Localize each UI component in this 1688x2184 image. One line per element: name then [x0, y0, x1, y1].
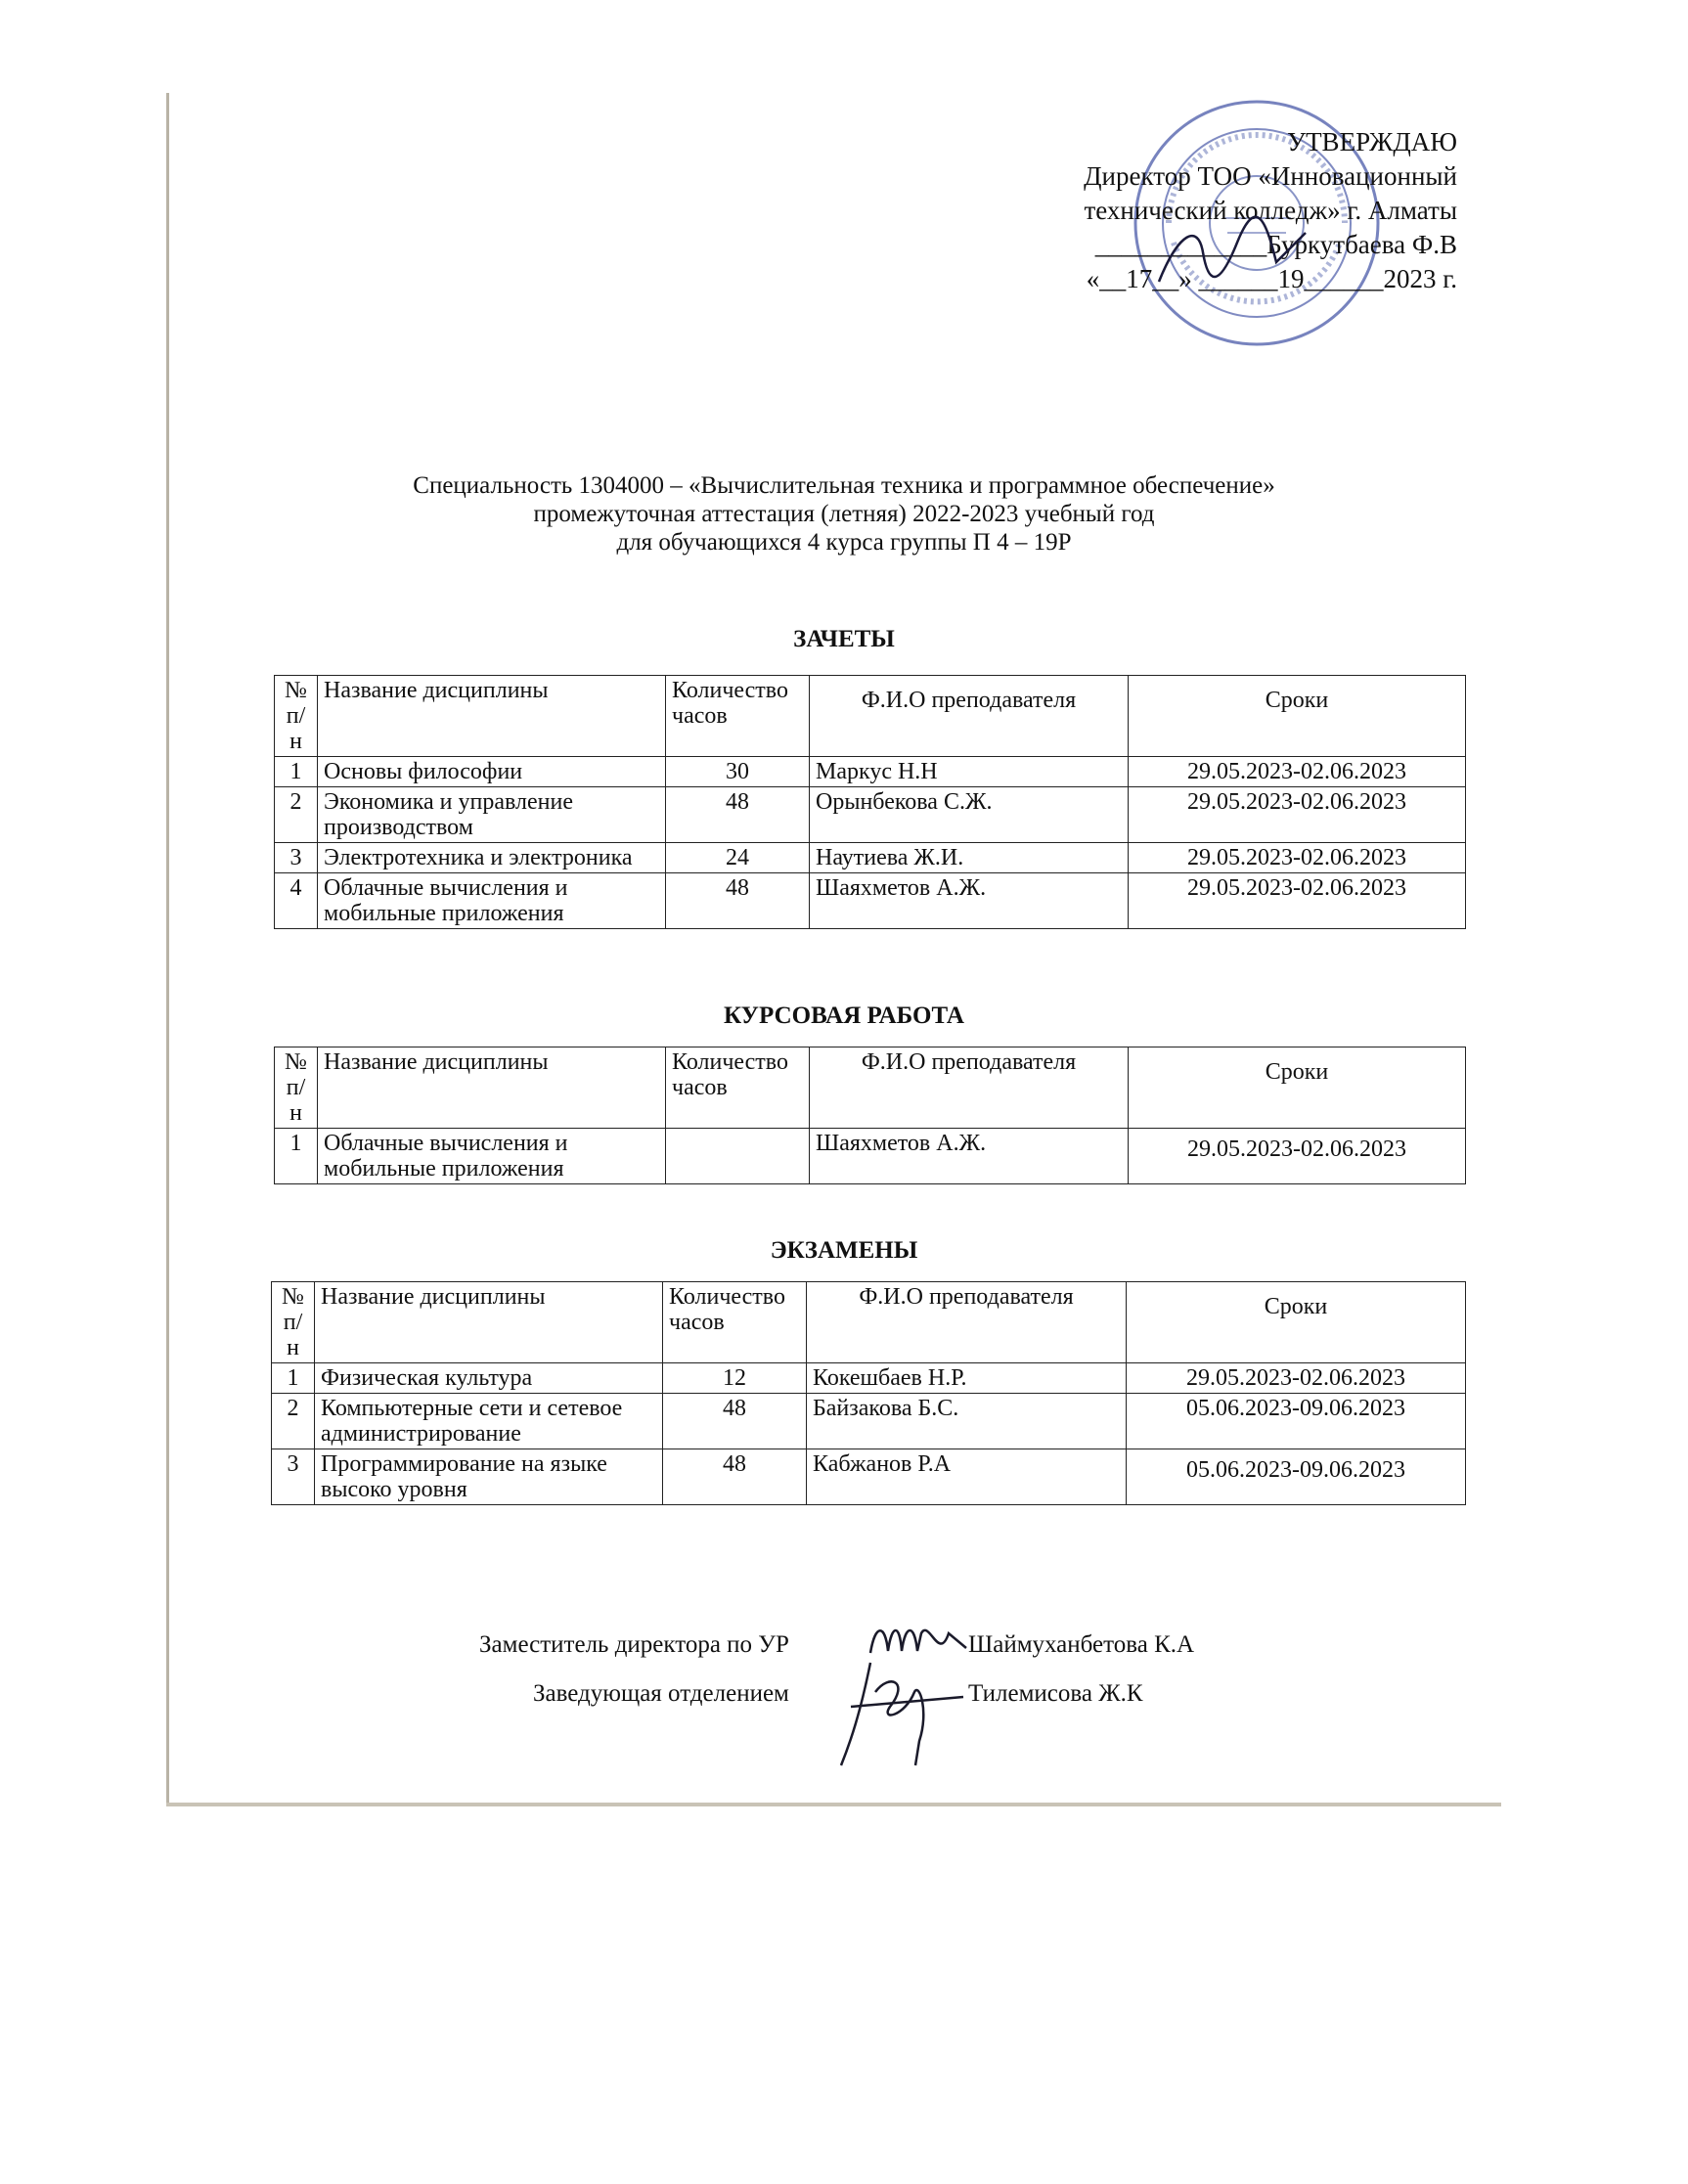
cell-dates: 29.05.2023-02.06.2023 — [1129, 873, 1466, 929]
cell-num: 4 — [275, 873, 318, 929]
cell-hours — [666, 1129, 810, 1184]
cell-hours: 48 — [666, 873, 810, 929]
cell-dates: 29.05.2023-02.06.2023 — [1129, 843, 1466, 873]
table-row — [275, 873, 1466, 929]
cell-teacher: Кокешбаев Н.Р. — [807, 1363, 1127, 1394]
cell-name: Программирование на языке высоко уровня — [315, 1449, 663, 1505]
col-name: Название дисциплины — [315, 1282, 663, 1363]
cell-dates: 05.06.2023-09.06.2023 — [1127, 1449, 1466, 1505]
cell-teacher: Шаяхметов А.Ж. — [810, 1129, 1129, 1184]
cell-name: Облачные вычисления и мобильные приложения — [318, 873, 666, 929]
table-row — [275, 1129, 1466, 1184]
col-name: Название дисциплины — [318, 676, 666, 757]
table-row — [272, 1449, 1466, 1505]
section-title-zachety: ЗАЧЕТЫ — [793, 626, 895, 652]
director-signature — [1149, 213, 1315, 301]
col-teacher: Ф.И.О преподавателя — [810, 676, 1129, 757]
cell-teacher: Кабжанов Р.А — [807, 1449, 1127, 1505]
col-teacher: Ф.И.О преподавателя — [807, 1282, 1127, 1363]
cell-hours: 48 — [666, 787, 810, 843]
col-hours: Количество часов — [663, 1282, 807, 1363]
paper-edge — [166, 93, 169, 1805]
deputy-name: Шаймуханбетова К.А — [968, 1631, 1195, 1658]
cell-dates: 29.05.2023-02.06.2023 — [1129, 757, 1466, 787]
col-dates: Сроки — [1127, 1282, 1466, 1363]
specialty-line: Специальность 1304000 – «Вычислительная техника и программное обеспечение» — [413, 472, 1275, 499]
attestation-line: промежуточная аттестация (летняя) 2022-2023 учебный год — [533, 501, 1155, 527]
zachety-table — [274, 675, 1466, 929]
cell-dates: 29.05.2023-02.06.2023 — [1129, 787, 1466, 843]
table-row — [272, 1363, 1466, 1394]
cell-dates: 29.05.2023-02.06.2023 — [1129, 1129, 1466, 1184]
group-line: для обучающихся 4 курса группы П 4 – 19Р — [616, 529, 1072, 556]
section-title-kursovaya: КУРСОВАЯ РАБОТА — [724, 1003, 964, 1029]
paper-edge-bottom — [166, 1803, 1501, 1806]
table-row — [275, 843, 1466, 873]
col-dates: Сроки — [1129, 1047, 1466, 1129]
cell-num: 3 — [272, 1449, 315, 1505]
approval-date: «__17__» ______19______2023 г. — [1086, 264, 1457, 293]
head-title: Заведующая отделением — [533, 1680, 789, 1707]
col-hours: Количество часов — [666, 1047, 810, 1129]
cell-num: 2 — [272, 1394, 315, 1449]
head-name: Тилемисова Ж.К — [968, 1680, 1143, 1707]
cell-name: Экономика и управление производством — [318, 787, 666, 843]
col-num: № п/н — [275, 676, 318, 757]
cell-name: Основы философии — [318, 757, 666, 787]
cell-name: Физическая культура — [315, 1363, 663, 1394]
table-row — [272, 1394, 1466, 1449]
table-header-row — [275, 1047, 1466, 1129]
col-num: № п/н — [275, 1047, 318, 1129]
cell-hours: 48 — [663, 1449, 807, 1505]
approval-title: УТВЕРЖДАЮ — [1286, 127, 1457, 156]
cell-hours: 12 — [663, 1363, 807, 1394]
cell-hours: 24 — [666, 843, 810, 873]
col-name: Название дисциплины — [318, 1047, 666, 1129]
cell-num: 2 — [275, 787, 318, 843]
approval-signer: _____________Буркутбаева Ф.В — [1094, 230, 1457, 259]
cell-num: 3 — [275, 843, 318, 873]
cell-teacher: Байзакова Б.С. — [807, 1394, 1127, 1449]
cell-teacher: Шаяхметов А.Ж. — [810, 873, 1129, 929]
cell-dates: 05.06.2023-09.06.2023 — [1127, 1394, 1466, 1449]
table-row — [275, 757, 1466, 787]
cell-teacher: Орынбекова С.Ж. — [810, 787, 1129, 843]
col-num: № п/н — [272, 1282, 315, 1363]
cell-teacher: Наутиева Ж.И. — [810, 843, 1129, 873]
head-signature — [822, 1653, 968, 1770]
cell-num: 1 — [275, 1129, 318, 1184]
kursovaya-table — [274, 1047, 1466, 1184]
table-row — [275, 787, 1466, 843]
cell-teacher: Маркус Н.Н — [810, 757, 1129, 787]
page-margin — [0, 0, 168, 2184]
approval-position: Директор ТОО «Инновационный — [1084, 161, 1457, 191]
table-header-row — [272, 1282, 1466, 1363]
col-teacher: Ф.И.О преподавателя — [810, 1047, 1129, 1129]
cell-num: 1 — [272, 1363, 315, 1394]
cell-dates: 29.05.2023-02.06.2023 — [1127, 1363, 1466, 1394]
ekzameny-table — [271, 1281, 1466, 1505]
cell-hours: 30 — [666, 757, 810, 787]
cell-num: 1 — [275, 757, 318, 787]
cell-name: Облачные вычисления и мобильные приложения — [318, 1129, 666, 1184]
cell-hours: 48 — [663, 1394, 807, 1449]
approval-organization: технический колледж» г. Алматы — [1084, 196, 1457, 225]
deputy-title: Заместитель директора по УР — [479, 1631, 789, 1658]
cell-name: Электротехника и электроника — [318, 843, 666, 873]
col-hours: Количество часов — [666, 676, 810, 757]
table-header-row — [275, 676, 1466, 757]
col-dates: Сроки — [1129, 676, 1466, 757]
cell-name: Компьютерные сети и сетевое администрирование — [315, 1394, 663, 1449]
document-heading — [0, 471, 1688, 557]
section-title-ekzameny: ЭКЗАМЕНЫ — [770, 1237, 918, 1264]
